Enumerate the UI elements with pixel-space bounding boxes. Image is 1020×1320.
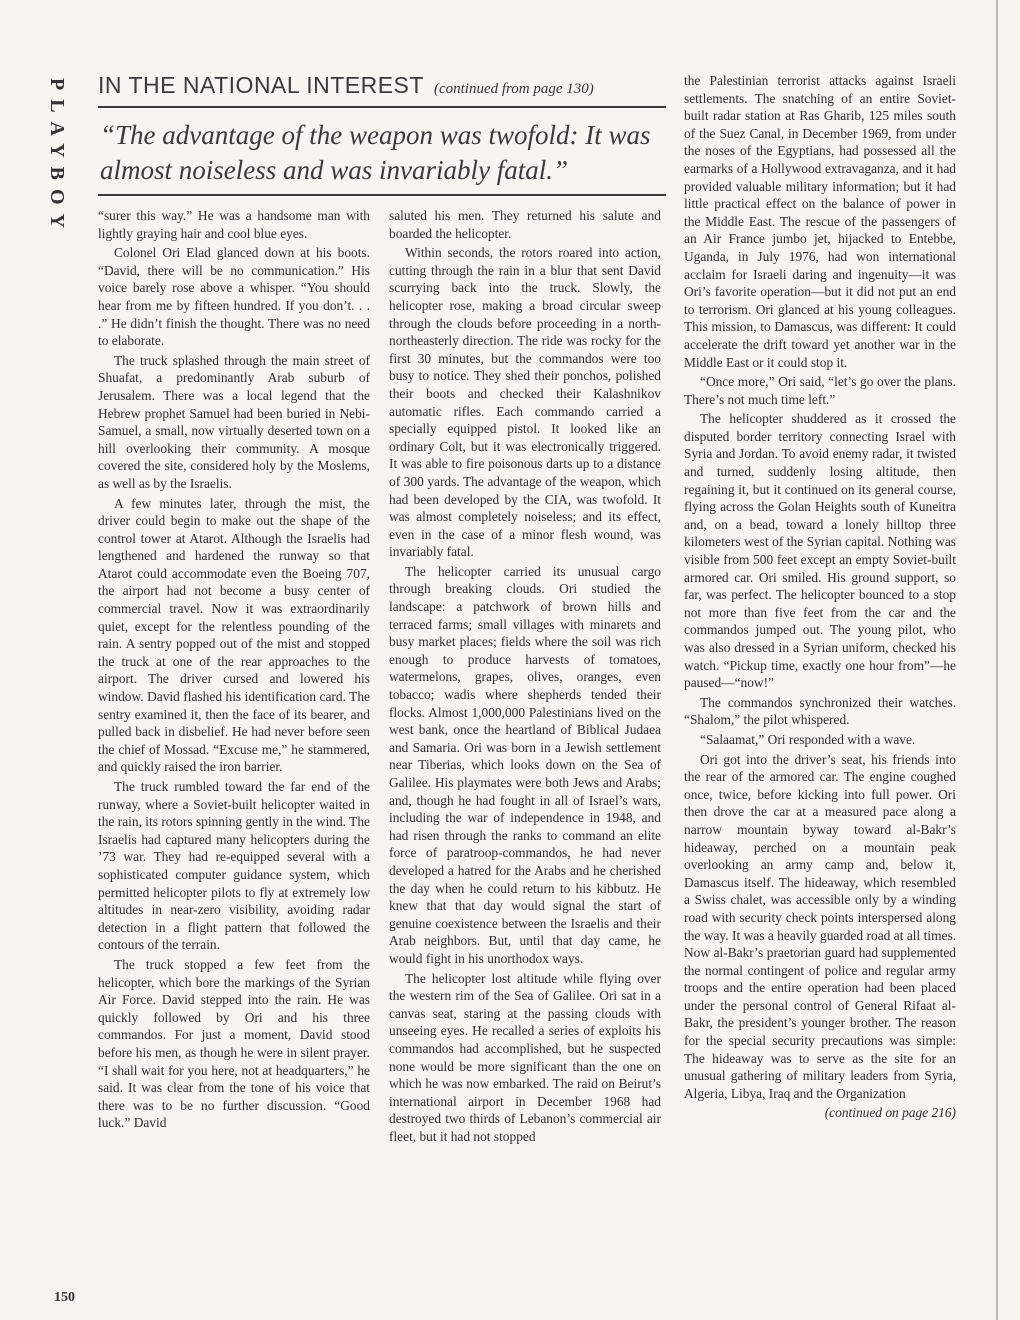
- text-column-2: [389, 207, 661, 1147]
- paragraph: The truck rumbled toward the far end of the runway, where a Soviet-built helicopter waited in the rain, its rotors spinning gently in the wind. The Israelis had captured many helicopters during the ’73 war. They had re-equipped several with a sophisticated computer guidance system, which permitted helicopter pilots to fly at extremely low altitudes in near-zero visibility, avoiding radar detection in a flight pattern that followed the contours of the terrain.: [98, 779, 370, 953]
- paragraph: The helicopter shuddered as it crossed the disputed border territory connecting Israel with Syria and Jordan. To avoid enemy radar, it twisted and turned, suddenly losing altitude, then regaining it, but it continued on its general course, flying across the Golan Heights south of Kuneitra and, on a bead, toward a lonely hilltop three kilometers west of the Syrian capital. Nothing was visible from 500 feet except an empty Soviet-built armored car. Ori smiled. His ground support, so far, was perfect. The helicopter bounced to a stop not more than five feet from the car and the commandos jumped out. The young pilot, who was also dressed in a Syrian uniform, checked his watch. “Pickup time, exactly one hour from”—he paused—“now!”: [684, 411, 956, 691]
- header-rule-bottom: [98, 194, 666, 196]
- paragraph: The helicopter lost altitude while flying over the western rim of the Sea of Galilee. Ori sat in a canvas seat, staring at the passing clouds with unseeing eyes. He recalled a series of exploits his commandos had accomplished, but he suspected none would be more significant than the one on which he was now embarked. The raid on Beirut’s international airport in December 1968 had destroyed two thirds of Lebanon’s commercial air fleet, but it had not stopped: [389, 970, 661, 1144]
- paragraph: A few minutes later, through the mist, the driver could begin to make out the shape of the control tower at Atarot. Although the Israelis had lengthened and hardened the runway so that Atarot could accommodate even the Boeing 707, the airport had not become a busy center of commercial travel. Now it was extraordinarily quiet, except for the relentless pounding of the rain. A sentry popped out of the mist and stopped the truck at one of the rear approaches to the airport. The driver cursed and lowered his window. David flashed his identification card. The sentry examined it, then the face of its bearer, and pulled back in disbelief. He had never before seen the chief of Mossad. “Excuse me,” he stammered, and quickly raised the iron barrier.: [98, 495, 370, 775]
- paragraph: The helicopter carried its unusual cargo through breaking clouds. Ori studied the landscape: a patchwork of brown hills and terraced farms; small villages with minarets and busy market places; fields where the soil was rich enough to produce harvests of tomatoes, watermelons, grapes, olives, oranges, even tobacco; wadis where shepherds tended their flocks. Almost 1,000,000 Palestinians lived on the west bank, once the heartland of Biblical Judaea and Samaria. Ori was born in a Jewish settlement near Tiberias, which looks down on the Sea of Galilee. His playmates were both Jews and Arabs; and, though he had fought in all of Israel’s wars, including the war of independence in 1948, and had risen through the ranks to command an elite force of paratroop-commandos, he had never developed a hatred for the Arabs and he cherished the day when he could return to his kibbutz. He knew that that day would signal the start of genuine coexistence between the Israelis and their Arab neighbors. But, until that day came, he would fight in his unorthodox ways.: [389, 563, 661, 966]
- paragraph: saluted his men. They returned his salute and boarded the helicopter.: [389, 208, 661, 241]
- text-column-1: [98, 207, 370, 1134]
- paragraph: “surer this way.” He was a handsome man with lightly graying hair and cool blue eyes.: [98, 208, 370, 241]
- paragraph: Within seconds, the rotors roared into action, cutting through the rain in a blur that sent David scurrying back into the truck. Slowly, the helicopter rose, making a broad circular sweep through the clouds before proceeding in a north-northeasterly direction. The ride was rocky for the first 30 minutes, but the commandos were too busy to notice. They shed their ponchos, polished their boots and checked their Kalashnikov automatic rifles. Each commando carried a specially equipped pistol. It looked like an ordinary Colt, but it was electronically triggered. It was able to fire poisonous darts up to a distance of 300 yards. The advantage of the weapon, which had been developed by the CIA, was twofold. It was almost completely noiseless; and its effect, even in the case of a minor flesh wound, was invariably fatal.: [389, 245, 661, 560]
- paragraph: Colonel Ori Elad glanced down at his boots. “David, there will be no communication.” His voice barely rose above a whisper. “You should hear from me by fifteen hundred. If you don’t. . . .” He didn’t finish the thought. There was no need to elaborate.: [98, 245, 370, 349]
- section-header: [98, 72, 666, 104]
- paragraph: The commandos synchronized their watches. “Shalom,” the pilot whispered.: [684, 694, 956, 728]
- paragraph: the Palestinian terrorist attacks against Israeli settlements. The snatching of an entire Soviet-built radar station at Ras Gharib, 125 miles south of the Suez Canal, in December 1969, from under the noses of the Egyptians, had possessed all the earmarks of a Hollywood extravaganza, and it had provided valuable military information; but it had little practical effect on the balance of power in the Middle East. The rescue of the passengers of an Air France jumbo jet, hijacked to Entebbe, Uganda, in July 1976, had won international acclaim for Israeli daring and ingenuity—it was Ori’s favorite operation—but it did not put an end to terrorism. Ori glanced at his young colleagues. This mission, to Damascus, was different: It could accelerate the drift toward yet another war in the Middle East or it could stop it.: [684, 73, 956, 370]
- magazine-name: PLAYBOY: [46, 78, 68, 237]
- continued-from-note: (continued from page 130): [433, 81, 594, 97]
- paragraph: Ori got into the driver’s seat, his friends into the rear of the armored car. The engine coughed once, twice, before kicking into full power. Ori then drove the car at a measured pace along a narrow mountain byway toward al-Bakr’s hideaway, perched on a mountain peak overlooking an army camp and, below it, Damascus itself. The hideaway, which resembled a Swiss chalet, was accessible only by a winding road with security check points interspersed along the way. It was a heavily guarded road at all times. Now al-Bakr’s praetorian guard had supplemented the normal contingent of police and regular army troops and the entire operation had been placed under the personal control of General Rifaat al-Bakr, the president’s younger brother. The reason for the special security precautions was simple: The hideaway was to serve as the site for an unusual gathering of military leaders from Syria, Algeria, Libya, Iraq and the Organization: [684, 751, 956, 1101]
- paragraph: The truck splashed through the main street of Shuafat, a predominantly Arab suburb of Jerusalem. There was a local legend that the Hebrew prophet Samuel had been buried in Nebi-Samuel, a small, now virtually deserted town on a hill overlooking their community. A mosque covered the site, considered holy by the Moslems, as well as by the Israelis.: [98, 352, 370, 491]
- section-title: IN THE NATIONAL INTEREST: [98, 72, 424, 98]
- vertical-magazine-label: [42, 78, 82, 278]
- paragraph: “Once more,” Ori said, “let’s go over the plans. There’s not much time left.”: [684, 374, 956, 407]
- page-edge-divider: [996, 0, 998, 1320]
- paragraph: The truck stopped a few feet from the helicopter, which bore the markings of the Syrian Air Force. David stepped into the rain. He was quickly followed by Ori and his three commandos. For just a moment, David stood before his men, as though he were in silent prayer. “I shall wait for you here, not at headquarters,” he said. It was clear from the tone of his voice that there was to be no further discussion. “Good luck.” David: [98, 956, 370, 1131]
- text-column-3: [684, 72, 956, 1124]
- page-number: 150: [54, 1290, 75, 1305]
- pull-quote: “The advantage of the weapon was twofold: It was almost noiseless and was invariably fatal.”: [100, 120, 651, 185]
- header-rule-top: [98, 106, 666, 108]
- continued-on-note: (continued on page 216): [824, 1105, 956, 1121]
- paragraph: “Salaamat,” Ori responded with a wave.: [700, 731, 916, 747]
